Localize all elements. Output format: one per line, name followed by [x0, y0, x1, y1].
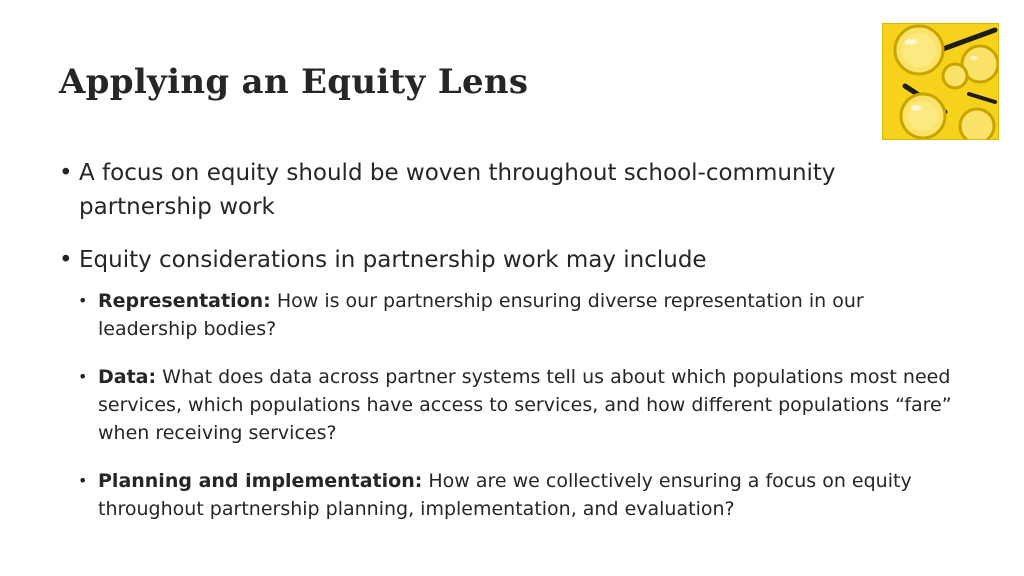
- sub-bullet-term: Representation:: [98, 290, 271, 312]
- bullet-item: [59, 156, 959, 224]
- bullet-marker: •: [59, 160, 73, 186]
- sub-bullet-text: How is our partnership ensuring diverse representation in our leadership bodies?: [98, 290, 864, 340]
- sub-bullet-list: [59, 287, 959, 523]
- bullet-marker: •: [78, 291, 88, 310]
- bullet-marker: •: [78, 471, 88, 490]
- slide-body: [59, 156, 959, 543]
- bullet-text: Equity considerations in partnership work may include: [79, 247, 707, 273]
- bullet-marker: •: [78, 367, 88, 386]
- sub-bullet-representation: [78, 287, 959, 343]
- bullet-marker: •: [59, 247, 73, 273]
- sub-bullet-planning: [78, 467, 959, 523]
- bullet-item: [59, 243, 959, 277]
- sub-bullet-text: What does data across partner systems tell us about which populations most need services, which populations have access to services, and how different populations “fare” when receiving services?: [98, 366, 952, 444]
- sub-bullet-term: Planning and implementation:: [98, 470, 423, 492]
- sub-bullet-text: How are we collectively ensuring a focus on equity throughout partnership planning, implementation, and evaluation?: [98, 470, 912, 520]
- sub-bullet-data: [78, 363, 959, 447]
- bullet-text: A focus on equity should be woven throughout school-community partnership work: [79, 160, 836, 220]
- slide-title: Applying an Equity Lens: [59, 62, 529, 102]
- magnifying-glass-icon: [883, 24, 999, 140]
- sub-bullet-term: Data:: [98, 366, 157, 388]
- magnifying-glass-image: [882, 23, 999, 140]
